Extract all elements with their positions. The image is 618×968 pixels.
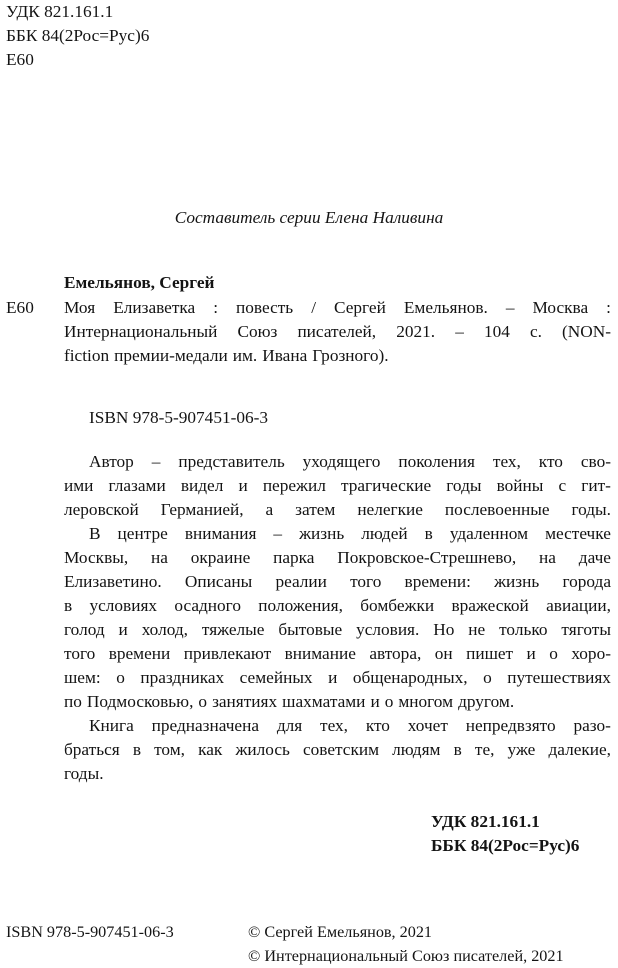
annotation-line [64, 594, 611, 618]
word: местечке [545, 524, 611, 543]
word: Елизаветка [113, 298, 196, 317]
word: и [370, 692, 380, 711]
word: : [213, 298, 219, 317]
word: Емельянов. [403, 298, 488, 317]
word: Москвы, [64, 548, 129, 567]
word: тех, [492, 452, 521, 471]
word: Москва [532, 298, 589, 317]
word: другом. [458, 692, 515, 711]
annotation-line [64, 642, 611, 666]
word: годы. [64, 764, 104, 783]
word: гит- [581, 476, 611, 495]
word: Автор [89, 452, 134, 471]
word: пишет [466, 644, 514, 663]
word: голод [64, 620, 105, 639]
word: / [311, 298, 316, 317]
word: Ивана [262, 346, 308, 365]
bbk-code: ББК 84(2Рос=Рус)6 [6, 26, 150, 45]
word: те, [474, 740, 495, 759]
word: тех, [320, 716, 348, 735]
footer-udk-code: УДК 821.161.1 [431, 812, 540, 831]
word: с [558, 476, 567, 495]
word: о [116, 668, 125, 687]
word: о [384, 692, 394, 711]
word: послевоенные [444, 500, 550, 519]
annotation-line [64, 666, 611, 690]
word: видел [180, 476, 224, 495]
word: премии-медали [114, 346, 228, 365]
word: Описаны [184, 572, 253, 591]
isbn-description: ISBN 978-5-907451-06-3 [89, 408, 269, 427]
copyright-publisher: © Интернациональный Союз писателей, 2021 [248, 947, 564, 965]
bib-author-mark: Е60 [6, 298, 34, 317]
word: занятиях [212, 692, 278, 711]
word: пережил [262, 476, 326, 495]
word: 104 [483, 322, 510, 341]
word: – [505, 298, 515, 317]
word: города [562, 572, 611, 591]
word: В [89, 524, 101, 543]
annotation-line [64, 474, 611, 498]
word: леровской [64, 500, 139, 519]
word: и [238, 476, 248, 495]
word: поколения [398, 452, 475, 471]
word: браться [64, 740, 120, 759]
word: Моя [64, 298, 96, 317]
word: повесть [236, 298, 294, 317]
word: тяготы [561, 620, 611, 639]
word: центре [117, 524, 168, 543]
word: Елизаветино. [64, 572, 162, 591]
word: годы. [571, 500, 611, 519]
word: Сергей [334, 298, 386, 317]
word: представитель [178, 452, 285, 471]
word: автора, [369, 644, 422, 663]
word: уже [507, 740, 536, 759]
word: парка [273, 548, 315, 567]
word: осадного [174, 596, 241, 615]
word: – [455, 322, 464, 341]
word: Книга [89, 716, 134, 735]
word: ими [64, 476, 94, 495]
word: 2021. [396, 322, 436, 341]
word: времени: [404, 572, 471, 591]
word: Но [433, 620, 455, 639]
author-mark: Е60 [6, 50, 34, 69]
word: жилось [235, 740, 290, 759]
word: бытовые [278, 620, 343, 639]
bib-line [64, 344, 611, 368]
word: окраине [190, 548, 251, 567]
annotation-line [64, 618, 611, 642]
word: по [64, 692, 82, 711]
word: семейных [239, 668, 313, 687]
word: Грозного). [312, 346, 389, 365]
word: положения, [258, 596, 343, 615]
word: советским [302, 740, 380, 759]
word: (NON- [562, 322, 611, 341]
word: Союз [237, 322, 278, 341]
word: многом [398, 692, 454, 711]
word: и [526, 644, 536, 663]
word: условиях [89, 596, 158, 615]
word: жизнь [494, 572, 540, 591]
word: для [276, 716, 303, 735]
word: того [350, 572, 382, 591]
word: войны [496, 476, 544, 495]
word: даче [578, 548, 611, 567]
word: как [198, 740, 223, 759]
word: а [265, 500, 274, 519]
annotation-line [64, 546, 611, 570]
word: в [132, 740, 141, 759]
word: – [273, 524, 283, 543]
annotation-line [64, 714, 611, 738]
word: авиации, [546, 596, 611, 615]
bibliographic-description [64, 296, 611, 368]
word: в [424, 524, 433, 543]
word: непредвзято [465, 716, 556, 735]
word: с. [529, 322, 542, 341]
annotation-line [64, 690, 611, 714]
word: Германией, [160, 500, 244, 519]
author-heading: Емельянов, Сергей [64, 273, 215, 292]
word: fiction [64, 346, 110, 365]
word: только [499, 620, 548, 639]
word: и [118, 620, 128, 639]
word: далекие, [548, 740, 611, 759]
word: трагические [340, 476, 432, 495]
word: людей [361, 524, 408, 543]
word: сво- [580, 452, 611, 471]
bib-line [64, 296, 611, 320]
annotation [64, 450, 611, 786]
word: на [151, 548, 168, 567]
word: холод, [141, 620, 188, 639]
word: бомбежки [360, 596, 435, 615]
word: людям [392, 740, 441, 759]
word: : [606, 298, 611, 317]
word: годы [446, 476, 482, 495]
word: на [539, 548, 556, 567]
word: кто [365, 716, 390, 735]
footer-isbn: ISBN 978-5-907451-06-3 [6, 923, 174, 941]
word: и [328, 668, 338, 687]
bib-line [64, 320, 611, 344]
word: условия. [356, 620, 420, 639]
word: писателей, [297, 322, 377, 341]
word: разо- [573, 716, 611, 735]
copyright-block [248, 920, 564, 968]
footer-codes [431, 810, 579, 858]
udk-code: УДК 821.161.1 [6, 2, 114, 21]
word: внимания [184, 524, 257, 543]
word: реалии [275, 572, 327, 591]
word: о [549, 644, 558, 663]
word: в [453, 740, 462, 759]
annotation-line [64, 522, 611, 546]
word: тяжелые [201, 620, 265, 639]
word: Подмосковью, [86, 692, 194, 711]
word: кто [538, 452, 563, 471]
word: том, [154, 740, 186, 759]
word: глазами [108, 476, 166, 495]
word: уходящего [302, 452, 381, 471]
word: о [198, 692, 208, 711]
annotation-line [64, 738, 611, 762]
word: того [64, 644, 96, 663]
annotation-line [64, 570, 611, 594]
annotation-line [64, 450, 611, 474]
word: жизнь [299, 524, 345, 543]
series-compiler: Составитель серии Елена Наливина [174, 208, 444, 227]
word: шем: [64, 668, 101, 687]
word: затем [295, 500, 336, 519]
footer-bbk-code: ББК 84(2Рос=Рус)6 [431, 836, 580, 855]
word: вражеской [451, 596, 529, 615]
word: Интернациональный [64, 322, 218, 341]
word: о [483, 668, 492, 687]
word: путешествиях [507, 668, 611, 687]
annotation-line [64, 498, 611, 522]
word: предназначена [151, 716, 259, 735]
copyright-author: © Сергей Емельянов, 2021 [248, 923, 433, 941]
word: внимание [284, 644, 356, 663]
word: не [468, 620, 486, 639]
word: шахматами [282, 692, 366, 711]
word: времени [108, 644, 171, 663]
annotation-line [64, 762, 611, 786]
word: хочет [407, 716, 448, 735]
header-codes [6, 0, 149, 72]
word: нелегкие [357, 500, 423, 519]
word: он [434, 644, 453, 663]
word: хоро- [571, 644, 611, 663]
word: общенародных, [352, 668, 468, 687]
word: удаленном [449, 524, 529, 543]
word: им. [232, 346, 258, 365]
word: – [151, 452, 161, 471]
word: привлекают [183, 644, 272, 663]
word: праздниках [140, 668, 225, 687]
word: в [64, 596, 73, 615]
word: Покровское-Стрешнево, [337, 548, 517, 567]
